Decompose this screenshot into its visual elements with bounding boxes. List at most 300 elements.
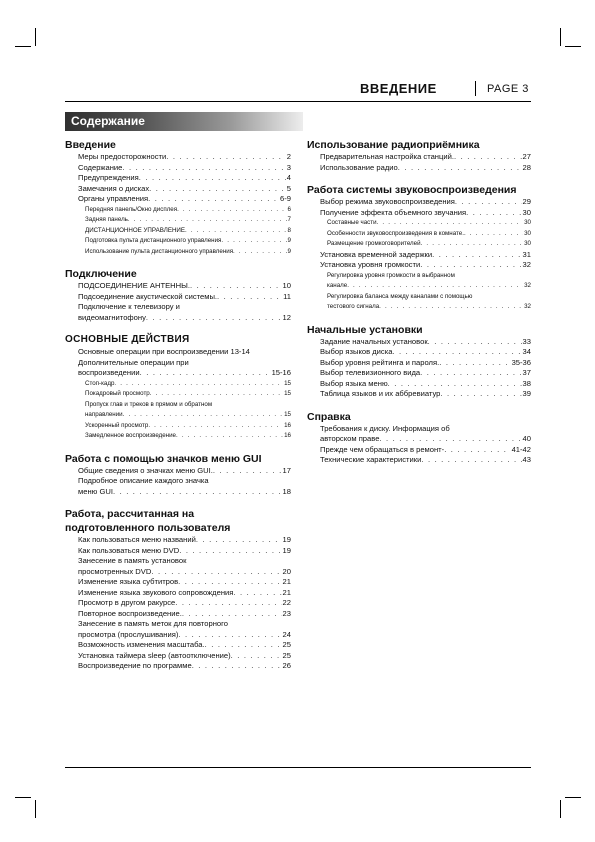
section-gap <box>65 323 291 333</box>
toc-entry-text: Повторное воспроизведение. <box>78 608 182 618</box>
toc-entry <box>65 247 291 258</box>
toc-entry-text: Занесение в память меток для повторного <box>78 619 228 628</box>
dot-leader <box>114 379 283 390</box>
toc-entry <box>65 205 291 216</box>
dot-leader <box>398 163 522 174</box>
toc-entry-text: ДИСТАНЦИОННОЕ УПРАВЛЕНИЕ <box>85 226 186 234</box>
dot-leader <box>213 466 282 477</box>
toc-entry <box>307 389 531 400</box>
toc-entry-row <box>327 239 531 250</box>
toc-entry-page: 11 <box>283 291 291 301</box>
toc-entry-row <box>85 205 291 216</box>
dot-leader <box>392 347 521 358</box>
toc-entry-row <box>320 434 531 445</box>
toc-entry-page: 9 <box>287 247 291 255</box>
section-title: ОСНОВНЫЕ ДЕЙСТВИЯ <box>65 334 190 345</box>
toc-entry-text: Передняя панель/Окно дисплея <box>85 205 178 213</box>
toc-entry <box>65 400 291 421</box>
toc-entry-page: 25 <box>282 640 291 649</box>
toc-entry-row <box>327 229 531 240</box>
dot-leader <box>439 358 510 369</box>
toc-entry-row <box>78 152 291 163</box>
toc-entry-text: Содержание <box>78 162 123 172</box>
toc-entry-text: Подсоединение акустической системы. <box>78 291 218 301</box>
toc-entry-text: Как пользоваться меню DVD <box>78 545 180 555</box>
toc-entry-text: Покадровый просмотр <box>85 390 150 397</box>
toc-entry-page: 2 <box>286 152 291 161</box>
toc-entry-page: 26 <box>282 661 291 670</box>
toc-entry <box>307 337 531 348</box>
toc-entry <box>65 302 291 323</box>
toc-entry-page: 32 <box>522 260 531 269</box>
dot-leader <box>140 368 271 379</box>
toc-entry-row <box>78 292 291 303</box>
section-gap <box>65 497 291 507</box>
toc-entry-page: 8 <box>287 226 291 234</box>
toc-entry-page: 43 <box>522 455 531 464</box>
dot-leader <box>379 302 523 313</box>
section-gap <box>65 442 291 452</box>
dot-leader <box>421 455 521 466</box>
crop-mark <box>15 46 31 47</box>
toc-entry <box>65 609 291 620</box>
dot-leader <box>139 173 286 184</box>
dot-leader <box>151 567 281 578</box>
dot-leader <box>233 247 287 258</box>
dot-leader <box>178 577 281 588</box>
toc-entry-row <box>78 163 291 174</box>
toc-entry-row <box>320 347 531 358</box>
dot-leader <box>166 152 286 163</box>
toc-entry <box>65 619 291 640</box>
toc-entry-page: 28 <box>522 162 531 172</box>
toc-entry-page: 22 <box>282 598 291 607</box>
toc-entry-text: Составные части <box>327 219 377 226</box>
toc-entry-row <box>320 379 531 390</box>
toc-entry-page: 25 <box>282 650 291 660</box>
dot-leader <box>123 410 283 421</box>
toc-entry-page: 31 <box>522 249 531 259</box>
toc-entry <box>307 379 531 390</box>
dot-leader <box>466 208 521 219</box>
section-gap <box>65 257 291 267</box>
toc-entry-text: Выбор уровня рейтинга и пароля. <box>320 357 440 367</box>
dot-leader <box>388 379 522 390</box>
toc-entry-row <box>320 208 531 219</box>
dot-leader <box>178 630 281 641</box>
toc-entry-page: 23 <box>282 608 291 618</box>
toc-entry-row <box>78 313 291 324</box>
toc-entry-row <box>78 640 291 651</box>
toc-entry-text: Задняя панель <box>85 216 128 223</box>
toc-entry-page: 30 <box>524 219 531 226</box>
toc-entry <box>65 292 291 303</box>
toc-entry-text: Органы управления <box>78 194 149 203</box>
toc-entry-page: 9 <box>287 237 291 244</box>
toc-entry <box>65 226 291 237</box>
toc-entry-row <box>78 588 291 599</box>
toc-entry <box>307 218 531 229</box>
toc-entry-row <box>320 455 531 466</box>
toc-entry-text: Регулировка уровня громкости в выбранном <box>327 271 455 279</box>
toc-entry-page: 32 <box>524 282 531 289</box>
toc-entry-text: ПОДСОЕДИНЕНИЕ АНТЕННЫ. <box>78 281 190 290</box>
crop-mark <box>35 800 36 818</box>
toc-entry-text: Замечания о дисках <box>78 183 150 193</box>
toc-entry-page: 16 <box>284 432 291 439</box>
toc-entry-page: 15-16 <box>271 368 291 377</box>
toc-entry <box>307 163 531 174</box>
dot-leader <box>420 260 521 271</box>
toc-entry-text: Подробное описание каждого значка <box>78 476 209 485</box>
toc-entry <box>65 194 291 205</box>
toc-entry-text: Выбор языка меню <box>320 378 388 388</box>
header-separator <box>475 81 476 96</box>
toc-entry-page: 5 <box>286 183 291 193</box>
section-title: Работа, рассчитанная на подготовленного пользователя <box>65 508 231 534</box>
toc-entry-text: Установка уровня громкости <box>320 260 421 269</box>
toc-entry-page: 19 <box>282 545 291 555</box>
toc-entry-row <box>78 567 291 578</box>
toc-entry-row <box>85 410 291 421</box>
toc-entry-text: Как пользоваться меню названий <box>78 535 196 544</box>
dot-leader <box>205 640 282 651</box>
toc-entry-page: 34 <box>522 347 531 356</box>
toc-entry-text: Стоп-кадр <box>85 379 115 387</box>
toc-entry-text: Меры предосторожности <box>78 152 167 161</box>
toc-entry-row <box>85 215 291 226</box>
toc-entry <box>65 651 291 662</box>
toc-entry-page: 41-42 <box>511 444 531 454</box>
toc-entry-text: Воспроизведение по программе <box>78 661 192 670</box>
toc-entry-text: Использование радио <box>320 162 398 172</box>
toc-entry-text: Регулировка баланса между каналами с помощью <box>327 292 473 300</box>
toc-entry-row <box>85 226 291 237</box>
toc-entry-text: Размещение громкоговорителей <box>327 240 421 247</box>
toc-entry <box>65 389 291 400</box>
contents-heading: Содержание <box>71 114 145 128</box>
dot-leader <box>179 546 281 557</box>
toc-entry-row <box>78 661 291 672</box>
section-title: Работа с помощью значков меню GUI <box>65 452 262 465</box>
toc-entry-page: 19 <box>282 535 291 544</box>
dot-leader <box>122 163 285 174</box>
toc-entry <box>307 229 531 240</box>
toc-left-column <box>65 138 291 672</box>
toc-entry <box>65 640 291 651</box>
toc-entry <box>307 292 531 313</box>
toc-right-column <box>307 138 531 466</box>
toc-entry <box>307 250 531 261</box>
toc-entry-text: Выбор режима звуковоспроизведения <box>320 197 455 206</box>
toc-entry <box>65 535 291 546</box>
toc-entry-text: Пропуск глав и треков в прямом и обратном <box>85 400 213 408</box>
toc-entry <box>65 358 291 379</box>
contents-banner <box>65 112 303 131</box>
dot-leader <box>196 535 282 546</box>
toc-entry-row <box>327 218 531 229</box>
toc-entry <box>65 556 291 577</box>
toc-entry <box>307 239 531 250</box>
toc-entry <box>65 476 291 497</box>
toc-entry-row <box>78 598 291 609</box>
dot-leader <box>113 487 282 498</box>
toc-entry-page: 27 <box>522 152 531 161</box>
dot-leader <box>175 598 281 609</box>
toc-entry-row <box>78 546 291 557</box>
dot-leader <box>190 281 282 292</box>
toc-entry <box>307 347 531 358</box>
dot-leader <box>440 389 521 400</box>
toc-entry-text: Выбор телевизионного вида <box>320 368 421 377</box>
toc-entry-page: 29 <box>522 197 531 206</box>
toc-entry-row <box>327 302 531 313</box>
toc-entry <box>307 271 531 292</box>
crop-mark <box>565 46 581 47</box>
toc-entry-page: 4 <box>286 173 291 182</box>
chapter-title: ВВЕДЕНИЕ <box>360 81 437 96</box>
toc-entry-page: 40 <box>522 434 531 443</box>
toc-entry-page: 39 <box>522 389 531 398</box>
toc-entry <box>65 421 291 432</box>
dot-leader <box>233 588 281 599</box>
crop-mark <box>565 797 581 798</box>
section-title: Работа системы звуковоспроизведения <box>307 184 517 196</box>
toc-entry-text: Получение эффекта объемного звучания <box>320 207 467 217</box>
dot-leader <box>217 292 282 303</box>
toc-entry-page: 20 <box>282 566 291 576</box>
toc-entry-page: 30 <box>524 240 531 247</box>
toc-entry-page: 17 <box>282 465 291 475</box>
dot-leader <box>192 661 282 672</box>
toc-entry-row <box>85 421 291 432</box>
dot-leader <box>464 229 523 240</box>
section-gap <box>307 400 531 410</box>
crop-mark <box>560 800 561 818</box>
dot-leader <box>455 197 522 208</box>
toc-entry-text: Предварительная настройка станций. <box>320 152 454 161</box>
dot-leader <box>421 239 524 250</box>
toc-entry-text: тестового сигнала <box>327 303 380 310</box>
toc-entry-page: 6-9 <box>280 194 291 203</box>
toc-entry-text: Прежде чем обращаться в ремонт- <box>320 444 445 454</box>
toc-entry-text: Дополнительные операции при <box>78 357 189 367</box>
section-gap <box>307 313 531 323</box>
dot-leader <box>146 313 282 324</box>
toc-entry-row <box>85 379 291 390</box>
crop-mark <box>35 28 36 46</box>
toc-entry-row <box>320 358 531 369</box>
toc-entry-row <box>78 368 291 379</box>
toc-entry-page: 15 <box>284 390 291 397</box>
toc-entry-text: направлении <box>85 411 123 418</box>
toc-entry <box>307 455 531 466</box>
toc-entry-row <box>85 247 291 258</box>
toc-entry <box>65 379 291 390</box>
toc-entry-text: Ускоренный просмотр <box>85 421 149 429</box>
toc-entry-text: Подготовка пульта дистанционного управления <box>85 237 222 244</box>
toc-entry-text: Изменение языка субтитров <box>78 577 179 586</box>
toc-entry-row <box>327 281 531 292</box>
dot-leader <box>148 421 283 432</box>
crop-mark <box>560 28 561 46</box>
toc-entry <box>65 184 291 195</box>
toc-entry <box>65 661 291 672</box>
dot-leader <box>149 184 286 195</box>
dot-leader <box>432 250 521 261</box>
toc-entry <box>307 358 531 369</box>
toc-entry-text: Таблица языков и их аббревиатур <box>320 389 441 398</box>
toc-entry <box>65 431 291 442</box>
toc-entry <box>65 152 291 163</box>
toc-entry-row <box>78 535 291 546</box>
dot-leader <box>347 281 523 292</box>
section-title: Начальные установки <box>307 323 423 336</box>
toc-entry-row <box>78 466 291 477</box>
toc-entry-row <box>78 487 291 498</box>
toc-entry-row <box>78 281 291 292</box>
toc-entry-row <box>85 236 291 247</box>
toc-entry <box>307 424 531 445</box>
toc-entry-text: просмотренных DVD <box>78 566 152 576</box>
toc-entry-row <box>78 194 291 205</box>
toc-entry-page: 10 <box>282 281 291 290</box>
toc-entry-text: Просмотр в другом ракурсе <box>78 598 176 607</box>
toc-entry-page: 6 <box>287 205 291 213</box>
toc-entry-page: 3 <box>286 162 291 172</box>
section-title: Использование радиоприёмника <box>307 139 480 151</box>
toc-entry <box>65 281 291 292</box>
dot-leader <box>182 609 282 620</box>
toc-entry <box>307 197 531 208</box>
toc-entry-text: Основные операции при воспроизведении 13-14 <box>78 347 250 356</box>
toc-entry-text: Выбор языков диска <box>320 347 393 356</box>
toc-entry <box>65 577 291 588</box>
toc-entry-text: Предупреждения <box>78 173 139 182</box>
toc-entry <box>65 215 291 226</box>
dot-leader <box>148 194 279 205</box>
dot-leader <box>377 218 524 229</box>
dot-leader <box>420 368 521 379</box>
toc-entry-row <box>320 337 531 348</box>
toc-entry-row <box>78 173 291 184</box>
toc-entry-text: Подключение к телевизору и <box>78 302 180 311</box>
dot-leader <box>444 445 510 456</box>
toc-entry-text: Задание начальных установок <box>320 336 428 346</box>
toc-entry-text: Установка таймера sleep (автоотключение) <box>78 650 231 660</box>
toc-entry-text: Установка временной задержки <box>320 249 433 259</box>
toc-entry <box>65 236 291 247</box>
toc-entry <box>65 598 291 609</box>
toc-entry-page: 21 <box>282 577 291 586</box>
dot-leader <box>221 236 286 247</box>
toc-entry-page: 12 <box>282 312 291 322</box>
toc-entry-row <box>78 630 291 641</box>
toc-entry-row <box>320 260 531 271</box>
toc-entry-row <box>78 651 291 662</box>
toc-entry <box>65 347 291 358</box>
toc-entry-page: 15 <box>284 411 291 418</box>
dot-leader <box>128 215 287 226</box>
toc-entry-page: 35-36 <box>511 357 531 367</box>
dot-leader <box>176 431 283 442</box>
toc-entry-text: Особенности звуковоспроизведения в комнате. <box>327 229 464 237</box>
toc-entry-page: 33 <box>522 336 531 346</box>
toc-entry-text: Занесение в память установок <box>78 556 187 565</box>
section-gap <box>307 173 531 183</box>
toc-entry-text: Общие сведения о значках меню GUI. <box>78 465 213 475</box>
toc-entry-row <box>78 184 291 195</box>
section-title: Подключение <box>65 268 137 280</box>
toc-entry <box>307 152 531 163</box>
toc-entry-text: Требования к диску. Информация об <box>320 423 450 433</box>
dot-leader <box>428 337 522 348</box>
dot-leader <box>150 389 283 400</box>
toc-entry-text: воспроизведении <box>78 368 140 377</box>
toc-entry <box>307 260 531 271</box>
top-rule <box>65 101 531 102</box>
toc-entry-text: Технические характеристики <box>320 455 422 464</box>
toc-entry-text: авторском праве <box>320 434 380 443</box>
toc-entry-text: Использование пульта дистанционного управления <box>85 247 234 255</box>
dot-leader <box>454 152 522 163</box>
toc-entry <box>65 173 291 184</box>
toc-entry-page: 30 <box>522 207 531 217</box>
toc-entry-page: 24 <box>282 629 291 639</box>
dot-leader <box>185 226 287 237</box>
toc-entry-row <box>320 250 531 261</box>
toc-entry-text: канале <box>327 282 348 289</box>
toc-entry <box>65 466 291 477</box>
toc-entry-row <box>320 368 531 379</box>
toc-entry-row <box>320 445 531 456</box>
section-title: Справка <box>307 410 351 423</box>
toc-entry-page: 32 <box>524 303 531 310</box>
dot-leader <box>231 651 282 662</box>
toc-entry-row <box>85 431 291 442</box>
toc-entry-text: видеомагнитофону <box>78 312 146 322</box>
toc-entry <box>307 445 531 456</box>
toc-entry <box>65 588 291 599</box>
crop-mark <box>15 797 31 798</box>
dot-leader <box>379 434 521 445</box>
toc-entry-row <box>320 389 531 400</box>
dot-leader <box>177 205 286 216</box>
toc-entry-page: 30 <box>524 229 531 237</box>
toc-entry <box>307 208 531 219</box>
toc-entry <box>307 368 531 379</box>
bottom-rule <box>65 767 531 768</box>
toc-entry-page: 21 <box>282 587 291 597</box>
toc-entry-page: 16 <box>284 421 291 429</box>
toc-entry-text: Возможность изменения масштаба. <box>78 640 205 649</box>
toc-entry-page: 7 <box>287 216 291 223</box>
toc-entry <box>65 163 291 174</box>
toc-entry-page: 18 <box>282 486 291 496</box>
toc-entry <box>65 546 291 557</box>
toc-entry-row <box>320 152 531 163</box>
toc-entry-page: 38 <box>522 378 531 388</box>
page-number: PAGE 3 <box>487 83 529 95</box>
toc-entry-page: 15 <box>284 379 291 387</box>
toc-entry-text: просмотра (прослушивания) <box>78 629 179 639</box>
toc-entry-text: меню GUI <box>78 486 113 496</box>
section-title: Введение <box>65 139 116 151</box>
toc-entry-row <box>320 163 531 174</box>
toc-entry-row <box>320 197 531 208</box>
toc-entry-text: Замедленное воспроизведение <box>85 432 177 439</box>
toc-entry-row <box>78 577 291 588</box>
